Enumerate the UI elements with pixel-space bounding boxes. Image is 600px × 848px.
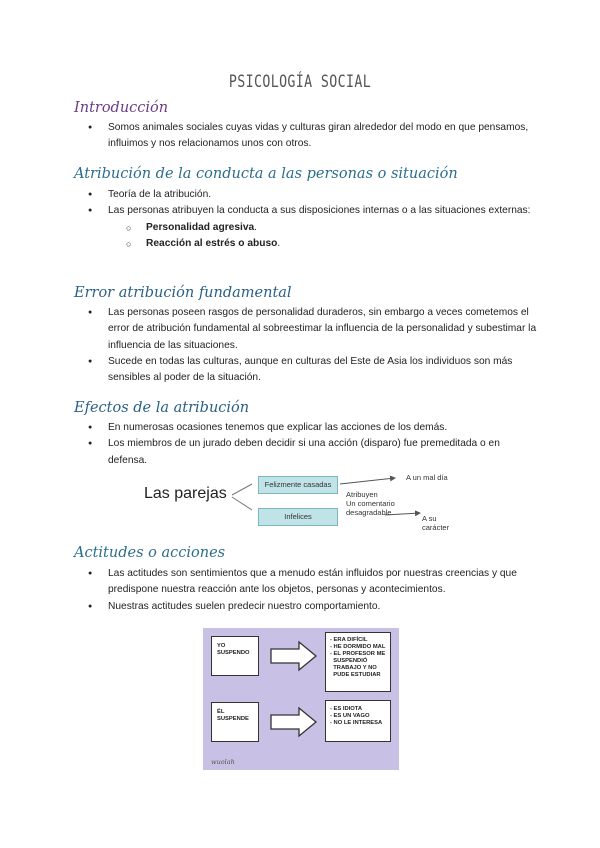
attribution-image [203,628,399,770]
list-item: ● Sucede en todas las culturas, aunque en culturas del Este de Asia los individuos son más sensibles al poder de la situación. [88,354,538,387]
sub-list-item: ○ Personalidad agresiva. [88,220,538,236]
sub-item-label: Reacción al estrés o abuso [146,237,278,249]
parejas-diagram [140,470,480,540]
atribucion-list [88,187,538,252]
yo-suspendo-box: YO SUSPENDO [211,636,259,676]
diagram-outcome-1: A un mal día [406,473,448,482]
diagram-middle-text: Atribuyen Un comentario desagradable [346,490,395,517]
list-item: ● Somos animales sociales cuyas vidas y culturas giran alrededor del modo en que pensamos, influimos y nos relacionamos unos con otros. [88,120,538,153]
list-item: ● Las personas poseen rasgos de personalidad duraderos, sin embargo a veces cometemos el error de atribución fundamental al sobreestimar la influencia de la personalidad y subestimar la influencia de las situaciones. [88,305,538,354]
heading-atribucion: Atribución de la conducta a las personas o situación [74,166,458,182]
box-felizmente-casadas: Felizmente casadas [258,476,338,494]
list-item: ● En numerosas ocasiones tenemos que explicar las acciones de los demás. [88,420,538,436]
el-reasons-box: - ES IDIOTA - ES UN VAGO - NO LE INTERESA [325,700,391,742]
arrow-right-icon [269,706,319,738]
box-infelices: Infelices [258,508,338,526]
list-item: ● Las actitudes son sentimientos que a menudo están influidos por nuestras creencias y que predispone nuestra reacción ante los objetos, personas y acontecimientos. [88,566,538,599]
list-item: ● Nuestras actitudes suelen predecir nuestro comportamiento. [88,599,538,615]
arrow-right-icon [269,640,319,672]
heading-efectos: Efectos de la atribución [74,400,250,416]
list-item: ● Teoría de la atribución. [88,187,538,203]
heading-error: Error atribución fundamental [74,285,292,301]
heading-introduccion: Introducción [74,100,169,116]
efectos-list [88,420,538,469]
heading-actitudes: Actitudes o acciones [74,545,226,561]
el-suspende-box: ÉL SUSPENDE [211,702,259,742]
list-item: ● Las personas atribuyen la conducta a sus disposiciones internas o a las situaciones externas: [88,203,538,219]
intro-list [88,120,538,153]
list-item: ● Los miembros de un jurado deben decidir si una acción (disparo) fue premeditada o en defensa. [88,436,538,469]
sub-list-item: ○ Reacción al estrés o abuso. [88,236,538,252]
error-list [88,305,538,386]
page-title: PSICOLOGÍA SOCIAL [228,72,372,92]
wuolah-logo: wuolah [211,758,235,766]
yo-reasons-box: - ERA DIFÍCIL - HE DORMIDO MAL - EL PROFESOR ME SUSPENDIÓ TRABAJO Y NO PUDE ESTUDIAR [325,632,391,692]
diagram-outcome-2: A su carácter [422,514,450,532]
sub-item-label: Personalidad agresiva [146,221,255,233]
actitudes-list [88,566,538,615]
diagram-subject: Las parejas [144,485,227,502]
